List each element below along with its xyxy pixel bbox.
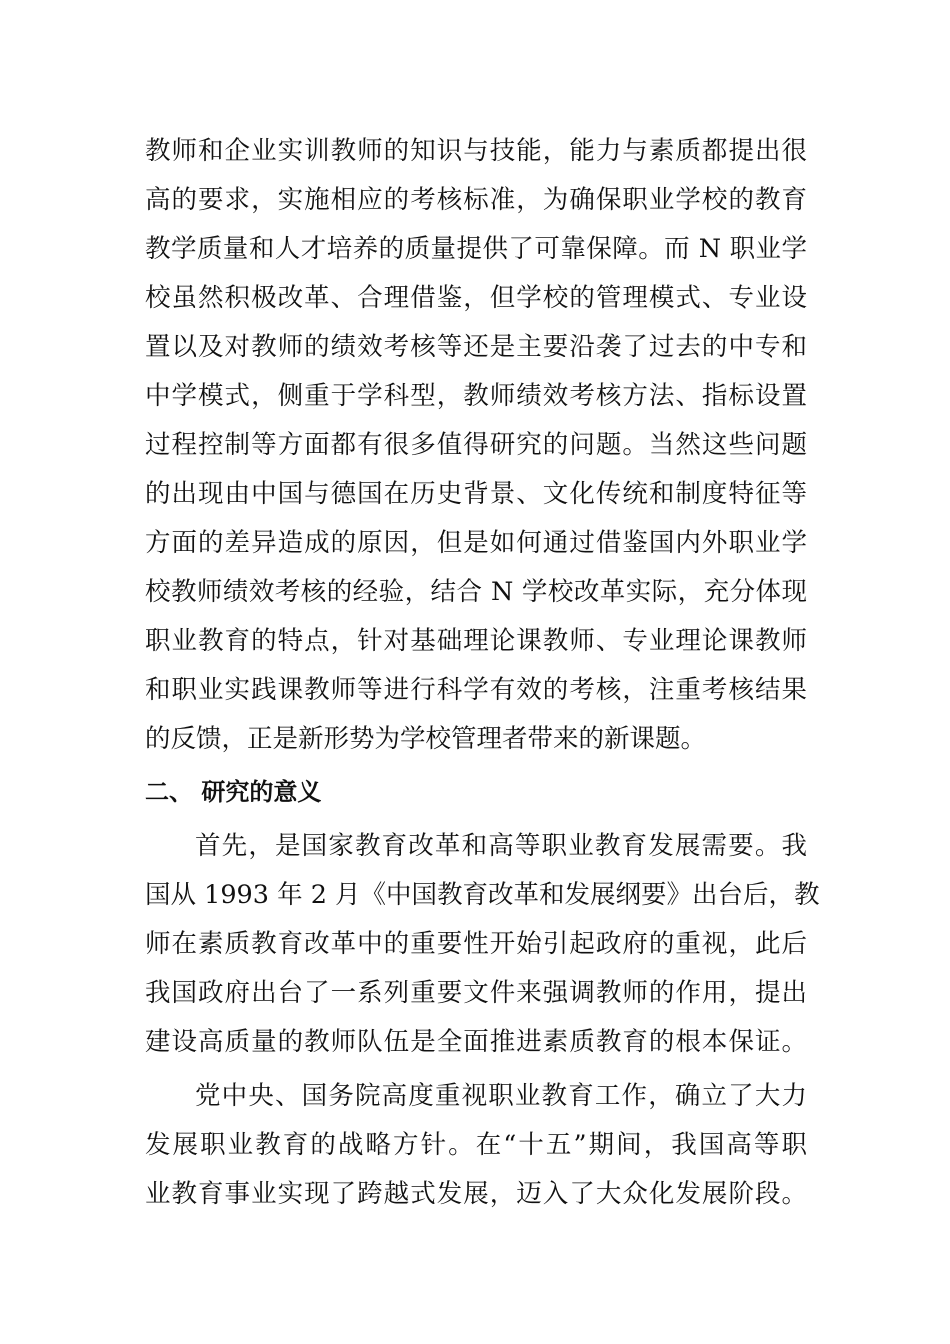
paragraph-line: 和职业实践课教师等进行科学有效的考核，注重考核结果 bbox=[145, 675, 807, 705]
paragraph-line: 建设高质量的教师队伍是全面推进素质教育的根本保证。 bbox=[145, 1027, 807, 1057]
paragraph-line: 校教师绩效考核的经验，结合 N 学校改革实际，充分体现 bbox=[145, 577, 807, 607]
paragraph-line: 的反馈，正是新形势为学校管理者带来的新课题。 bbox=[145, 724, 707, 754]
paragraph-line: 的出现由中国与德国在历史背景、文化传统和制度特征等 bbox=[145, 479, 807, 509]
paragraph-line: 国从 1993 年 2 月《中国教育改革和发展纲要》出台后，教 bbox=[145, 880, 820, 910]
paragraph-line: 师在素质教育改革中的重要性开始引起政府的重视，此后 bbox=[145, 929, 807, 959]
paragraph-line: 业教育事业实现了跨越式发展，迈入了大众化发展阶段。 bbox=[145, 1179, 807, 1209]
paragraph-line: 中学模式，侧重于学科型，教师绩效考核方法、指标设置 bbox=[145, 381, 807, 411]
paragraph-line: 首先，是国家教育改革和高等职业教育发展需要。我 bbox=[195, 831, 807, 861]
paragraph-line: 置以及对教师的绩效考核等还是主要沿袭了过去的中专和 bbox=[145, 332, 807, 362]
paragraph-line: 校虽然积极改革、合理借鉴，但学校的管理模式、专业设 bbox=[145, 283, 807, 313]
section-heading: 二、 研究的意义 bbox=[145, 778, 322, 806]
paragraph-line: 高的要求，实施相应的考核标准，为确保职业学校的教育 bbox=[145, 185, 807, 215]
paragraph-line: 教学质量和人才培养的质量提供了可靠保障。而 N 职业学 bbox=[145, 234, 807, 264]
paragraph-line: 我国政府出台了一系列重要文件来强调教师的作用，提出 bbox=[145, 978, 807, 1008]
paragraph-line: 发展职业教育的战略方针。在“十五”期间，我国高等职 bbox=[145, 1130, 807, 1160]
paragraph-line: 过程控制等方面都有很多值得研究的问题。当然这些问题 bbox=[145, 430, 807, 460]
paragraph-line: 方面的差异造成的原因，但是如何通过借鉴国内外职业学 bbox=[145, 528, 807, 558]
paragraph-line: 党中央、国务院高度重视职业教育工作，确立了大力 bbox=[195, 1081, 807, 1111]
paragraph-line: 职业教育的特点，针对基础理论课教师、专业理论课教师 bbox=[145, 626, 807, 656]
paragraph-line: 教师和企业实训教师的知识与技能，能力与素质都提出很 bbox=[145, 136, 807, 166]
